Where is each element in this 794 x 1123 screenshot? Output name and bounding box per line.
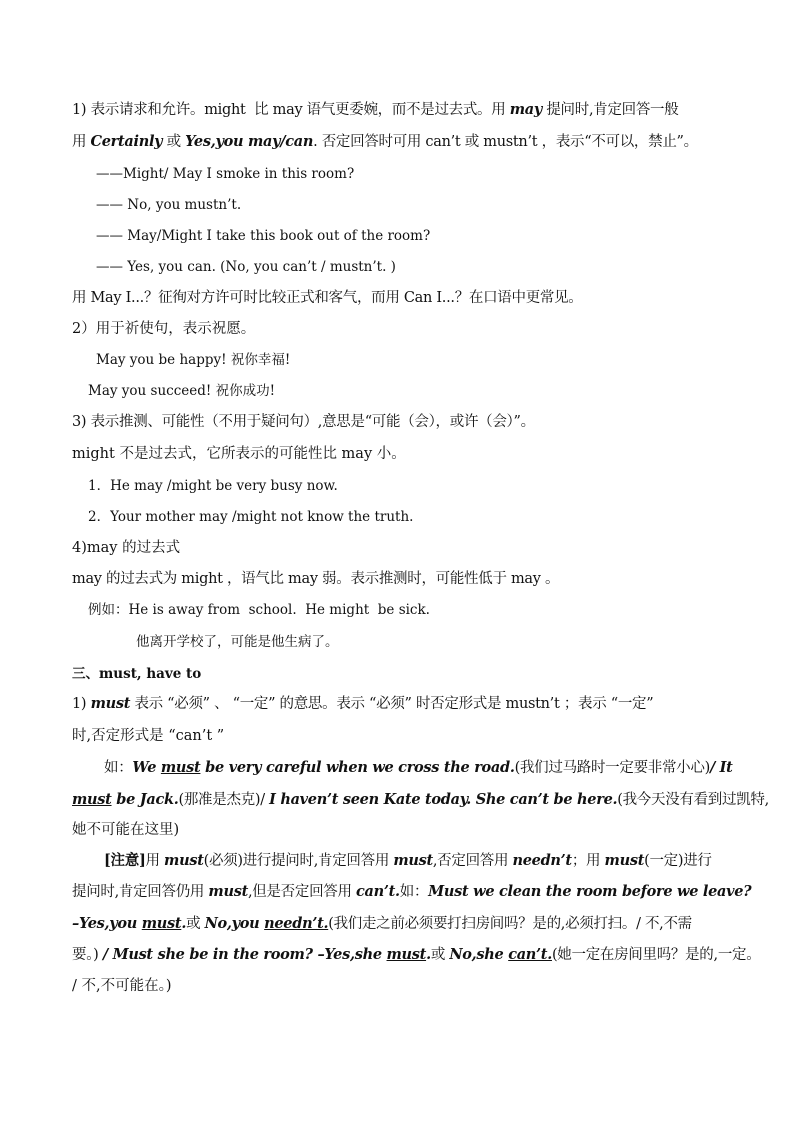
note-line: might 不是过去式，它所表示的可能性比 may 小。 bbox=[72, 446, 406, 462]
para-must-line1: 1) must 表示 “必须” 、 “一定” 的意思。表示 “必须” 时否定形式是 mustn’t ；表示 “一定” bbox=[72, 695, 654, 712]
note-line: 要。) / Must she be in the room? –Yes,she must.或 No,she can’t.(她一定在房间里吗？是的,一定。 bbox=[72, 946, 761, 963]
section-heading: 2）用于祈使句，表示祝愿。 bbox=[72, 321, 256, 337]
section-title: 三、must, have to bbox=[72, 666, 202, 682]
note-line: / 不,不可能在。) bbox=[72, 978, 172, 994]
example-line: 1．He may /might be very busy now. bbox=[88, 478, 338, 494]
section-heading: 3) 表示推测、可能性（不用于疑问句）,意思是“可能（会），或许（会）”。 bbox=[72, 414, 535, 430]
section-heading: 4)may 的过去式 bbox=[72, 540, 181, 556]
note-line: may 的过去式为 might ，语气比 may 弱。表示推测时，可能性低于 may 。 bbox=[72, 571, 560, 587]
example-line: ——Might/ May I smoke in this room? bbox=[96, 166, 355, 182]
note-line: –Yes,you must.或 No,you needn’t.(我们走之前必须要打扫房间吗？是的,必须打扫。/ 不,不需 bbox=[72, 915, 692, 932]
example-line: must be Jack.(那准是杰克)/ I haven’t seen Kate today. She can’t be here.(我今天没有看到过凯特, bbox=[72, 791, 769, 808]
note-line: 提问时,肯定回答仍用 must,但是否定回答用 can’t.如：Must we clean the room before we leave? bbox=[72, 883, 752, 900]
example-line: May you be happy! 祝你幸福! bbox=[96, 352, 291, 368]
note-line: 用 May I...？征徇对方许可时比较正式和客气，而用 Can I...？在口语中更常见。 bbox=[72, 290, 583, 306]
example-line: —— Yes, you can. (No, you can’t / mustn’t. ) bbox=[96, 259, 396, 275]
example-line: May you succeed! 祝你成功! bbox=[88, 383, 276, 399]
example-line: 例如：He is away from school. He might be sick. bbox=[88, 602, 430, 618]
example-line: —— No, you mustn’t. bbox=[96, 197, 242, 213]
para-may-request-line2: 用 Certainly 或 Yes,you may/can. 否定回答时可用 can’t 或 mustn’t ，表示“不可以，禁止”。 bbox=[72, 133, 698, 150]
example-line: 如：We must be very careful when we cross the road.(我们过马路时一定要非常小心)/ It bbox=[104, 759, 733, 776]
note-line: [注意]用 must(必须)进行提问时,肯定回答用 must,否定回答用 needn’t；用 must(一定)进行 bbox=[104, 852, 712, 869]
example-translation: 他离开学校了，可能是他生病了。 bbox=[136, 634, 339, 650]
example-line: 2．Your mother may /might not know the truth. bbox=[88, 509, 414, 525]
para-must-line2: 时,否定形式是 “can’t ” bbox=[72, 728, 225, 744]
example-line: —— May/Might I take this book out of the room? bbox=[96, 228, 431, 244]
para-may-request-line1: 1) 表示请求和允许。might 比 may 语气更委婉，而不是过去式。用 may 提问时,肯定回答一般 bbox=[72, 101, 679, 118]
example-line: 她不可能在这里) bbox=[72, 822, 180, 838]
